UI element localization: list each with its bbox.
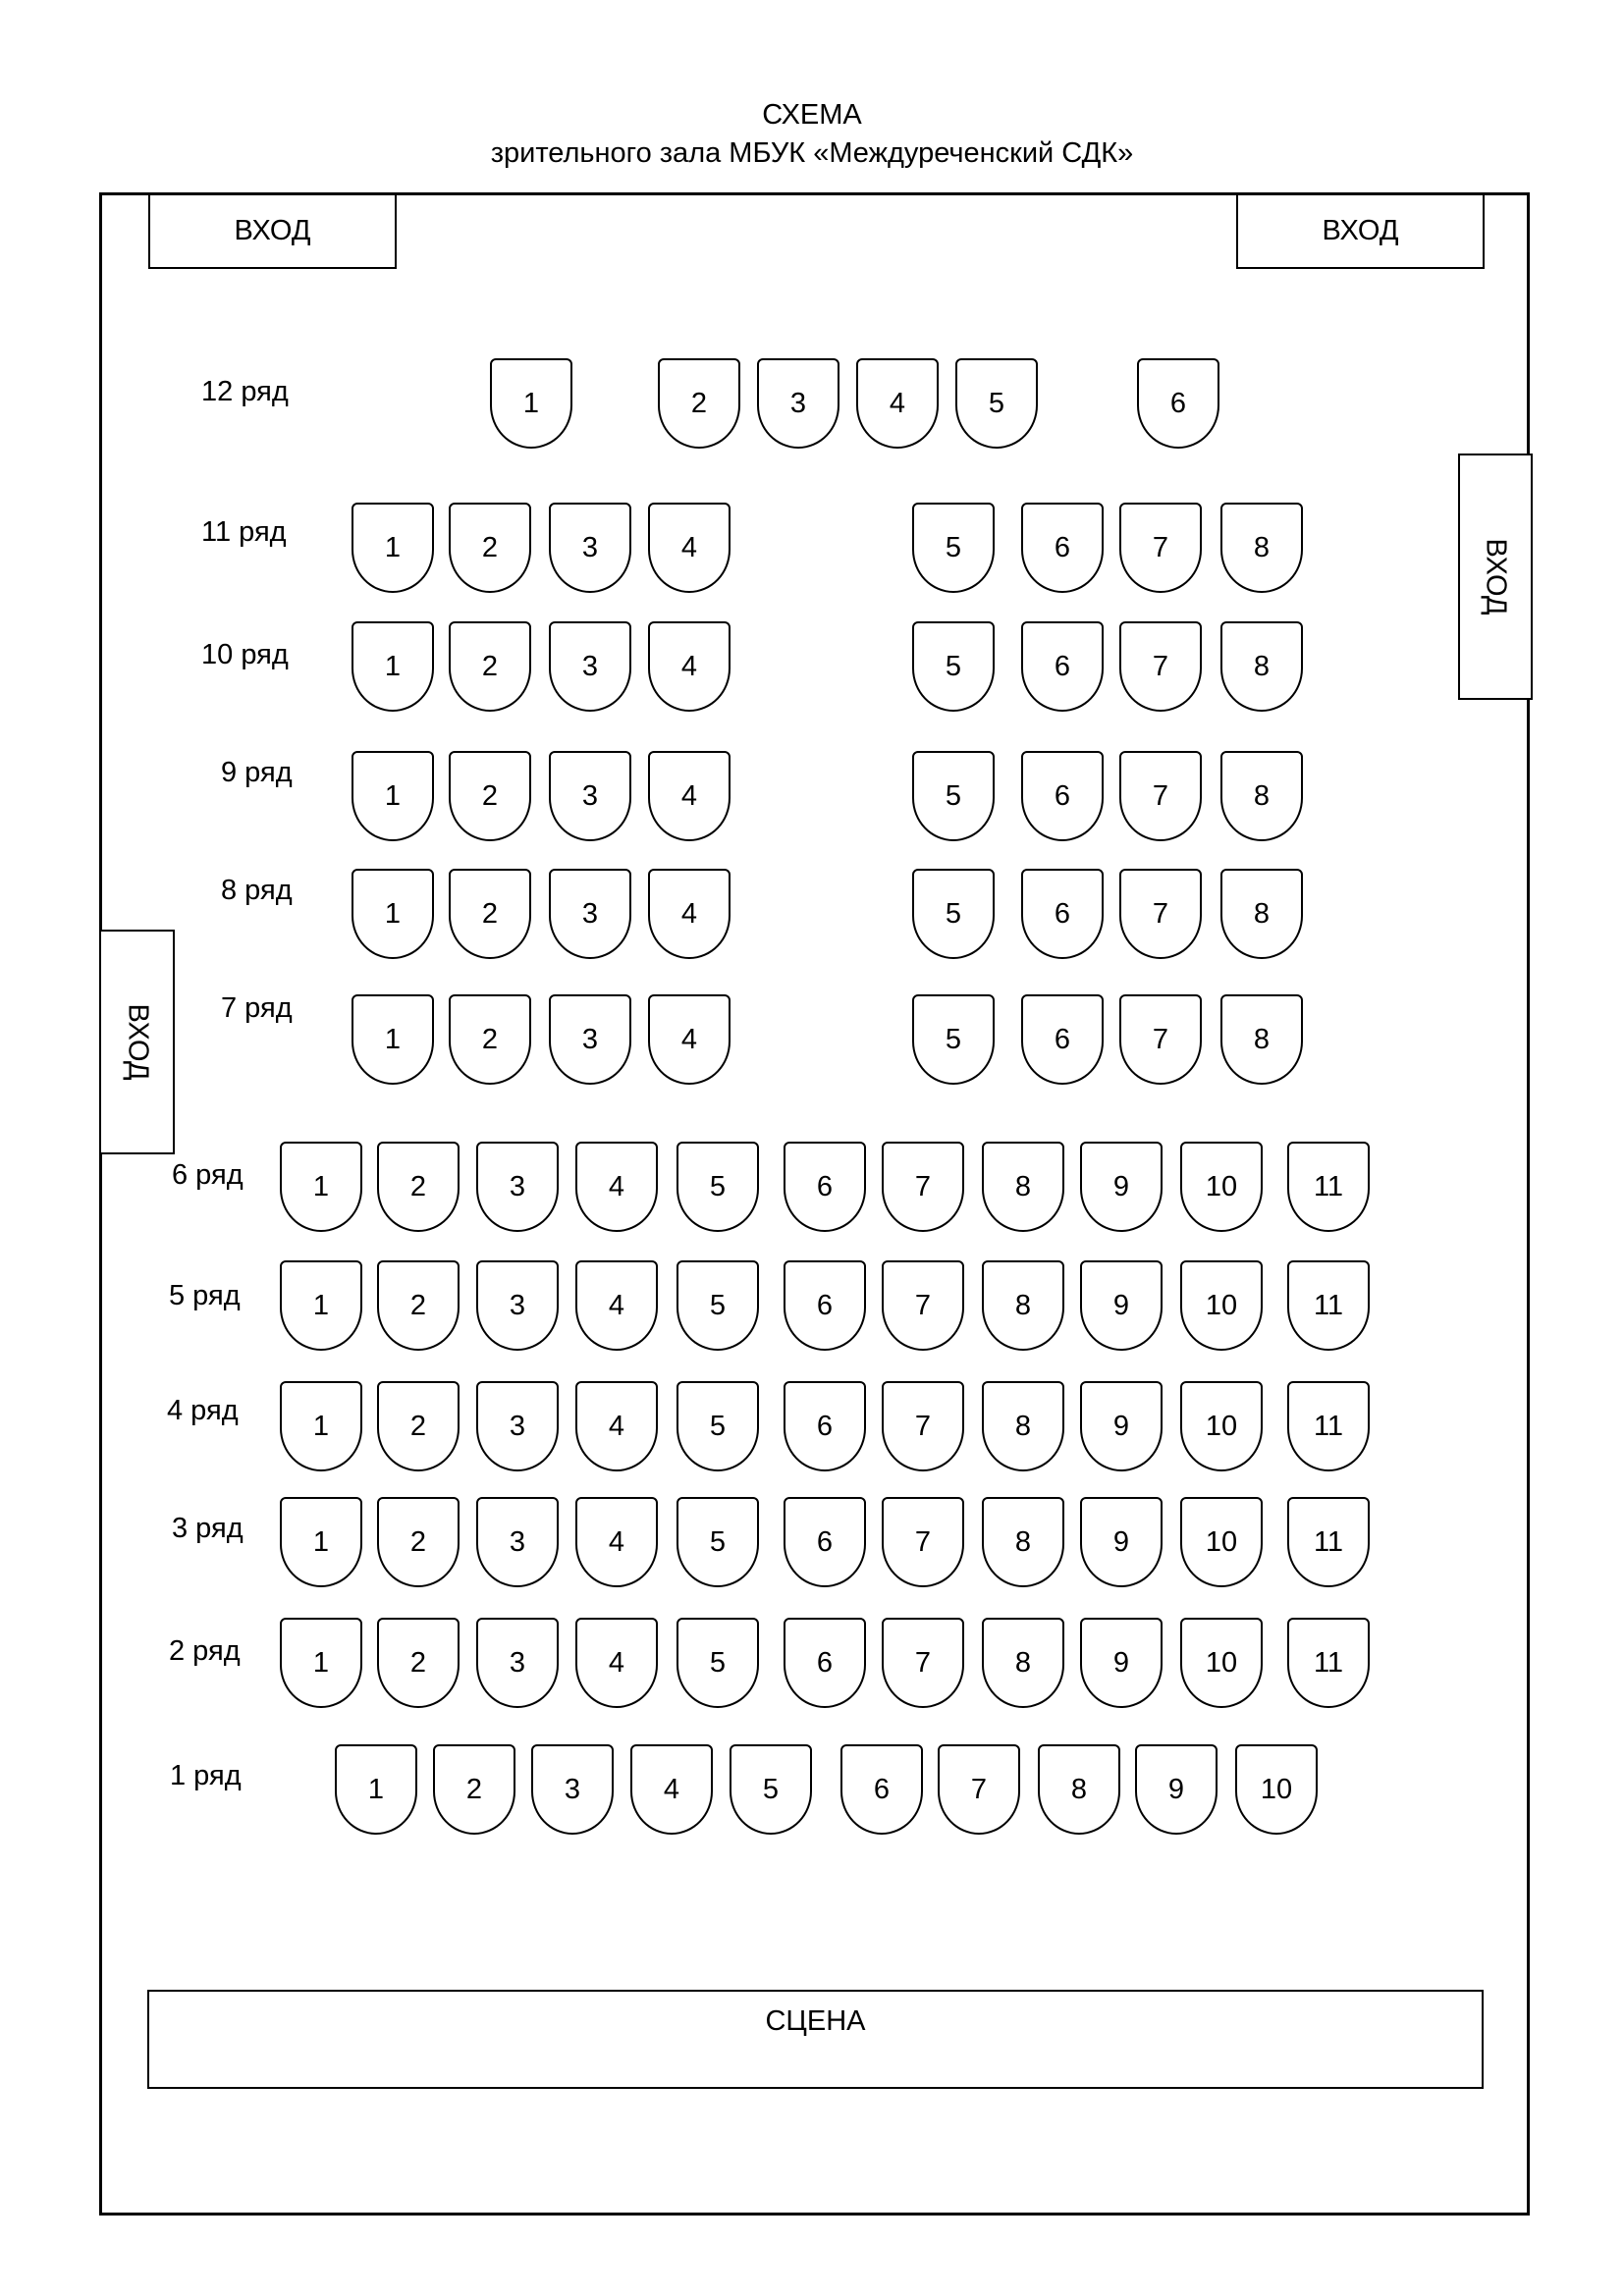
seat[interactable] [549, 751, 631, 841]
seat-number: 8 [1253, 531, 1271, 563]
seat[interactable] [1080, 1381, 1163, 1471]
seat[interactable] [352, 751, 434, 841]
seat[interactable] [449, 503, 531, 593]
seat-number: 1 [384, 650, 402, 682]
seat-number: 3 [581, 1023, 599, 1055]
seat-number: 9 [1112, 1289, 1130, 1321]
seat-number: 5 [945, 531, 962, 563]
seat-number: 1 [312, 1289, 330, 1321]
seat[interactable] [352, 994, 434, 1085]
seat-number: 2 [465, 1773, 483, 1805]
seat-number: 7 [970, 1773, 988, 1805]
seat-number: 2 [481, 531, 499, 563]
seat[interactable] [549, 994, 631, 1085]
seat-number: 1 [312, 1525, 330, 1558]
seat-number: 4 [608, 1646, 625, 1679]
diagram-subtitle: зрительного зала МБУК «Междуреченский СДК» [490, 137, 1134, 169]
seat-number: 3 [581, 650, 599, 682]
seat[interactable] [982, 1618, 1064, 1708]
seat[interactable] [549, 869, 631, 959]
seat-number: 10 [1205, 1170, 1238, 1202]
seat[interactable] [784, 1260, 866, 1351]
seat[interactable] [912, 503, 995, 593]
seat-number: 10 [1205, 1410, 1238, 1442]
seat-number: 3 [509, 1170, 526, 1202]
seat[interactable] [280, 1618, 362, 1708]
seat-number: 6 [816, 1646, 834, 1679]
seat-number: 5 [988, 387, 1005, 419]
row-label: 9 ряд [221, 757, 293, 788]
seat[interactable] [549, 503, 631, 593]
seat-number: 11 [1313, 1525, 1344, 1558]
seat[interactable] [982, 1381, 1064, 1471]
seat[interactable] [352, 503, 434, 593]
seat[interactable] [1038, 1744, 1120, 1835]
seat-number: 1 [384, 531, 402, 563]
seat-number: 6 [1054, 531, 1071, 563]
seat-number: 2 [481, 897, 499, 930]
seat-number: 7 [914, 1525, 932, 1558]
row-label: 12 ряд [201, 376, 289, 407]
seat-number: 8 [1014, 1410, 1032, 1442]
entrance-top-right [1236, 193, 1485, 269]
seat-number: 8 [1014, 1170, 1032, 1202]
seat[interactable] [1021, 621, 1104, 712]
seat[interactable] [982, 1260, 1064, 1351]
seat-number: 4 [608, 1170, 625, 1202]
seat-number: 5 [709, 1289, 727, 1321]
diagram-title: СХЕМА [762, 99, 862, 131]
seat-number: 3 [509, 1289, 526, 1321]
entrance-right-label: ВХОД [1480, 538, 1512, 615]
seat[interactable] [335, 1744, 417, 1835]
seat-number: 2 [690, 387, 708, 419]
seat-number: 1 [312, 1170, 330, 1202]
seat-number: 6 [816, 1525, 834, 1558]
seat-number: 4 [889, 387, 906, 419]
seat-number: 3 [509, 1525, 526, 1558]
seat-number: 8 [1070, 1773, 1088, 1805]
seat[interactable] [449, 621, 531, 712]
seat-number: 8 [1253, 650, 1271, 682]
seat-number: 2 [481, 650, 499, 682]
seat-number: 5 [945, 897, 962, 930]
seat[interactable] [476, 1618, 559, 1708]
seat[interactable] [1119, 751, 1202, 841]
seat-number: 2 [409, 1170, 427, 1202]
seat[interactable] [648, 503, 731, 593]
seat[interactable] [955, 358, 1038, 449]
seat-number: 4 [608, 1410, 625, 1442]
row-label: 7 ряд [221, 992, 293, 1024]
seat[interactable] [1220, 503, 1303, 593]
seat-number: 4 [680, 779, 698, 812]
seat[interactable] [449, 869, 531, 959]
seat[interactable] [912, 621, 995, 712]
seat[interactable] [1287, 1497, 1370, 1587]
seat-number: 10 [1205, 1525, 1238, 1558]
seat-number: 7 [914, 1289, 932, 1321]
seat-number: 5 [762, 1773, 780, 1805]
seat[interactable] [476, 1497, 559, 1587]
seat[interactable] [784, 1618, 866, 1708]
seat[interactable] [784, 1142, 866, 1232]
seat[interactable] [1220, 751, 1303, 841]
seat[interactable] [575, 1381, 658, 1471]
seat-number: 7 [1152, 531, 1169, 563]
seat-number: 5 [709, 1646, 727, 1679]
row-label: 1 ряд [170, 1760, 242, 1791]
seat[interactable] [1021, 503, 1104, 593]
row-label: 3 ряд [172, 1513, 244, 1544]
seat[interactable] [1287, 1381, 1370, 1471]
seat-number: 7 [1152, 897, 1169, 930]
seat-number: 8 [1253, 779, 1271, 812]
seat-number: 3 [581, 531, 599, 563]
seat-number: 7 [914, 1170, 932, 1202]
seat[interactable] [575, 1618, 658, 1708]
seat[interactable] [1287, 1142, 1370, 1232]
seat[interactable] [1021, 751, 1104, 841]
seat[interactable] [658, 358, 740, 449]
seat-number: 1 [384, 779, 402, 812]
seat-number: 3 [509, 1410, 526, 1442]
seat[interactable] [1287, 1260, 1370, 1351]
seat-number: 8 [1253, 897, 1271, 930]
seat[interactable] [912, 869, 995, 959]
seat-number: 9 [1112, 1410, 1130, 1442]
seat[interactable] [730, 1744, 812, 1835]
seat[interactable] [1080, 1618, 1163, 1708]
seat-number: 2 [481, 779, 499, 812]
seat-number: 4 [680, 531, 698, 563]
seat[interactable] [1021, 994, 1104, 1085]
row-label: 11 ряд [201, 516, 287, 548]
seat-number: 10 [1260, 1773, 1293, 1805]
seat-number: 4 [608, 1289, 625, 1321]
seat[interactable] [882, 1618, 964, 1708]
seat[interactable] [1287, 1618, 1370, 1708]
seat[interactable] [377, 1381, 460, 1471]
entrance-top-left-label: ВХОД [234, 215, 311, 246]
seat[interactable] [882, 1497, 964, 1587]
seat[interactable] [882, 1142, 964, 1232]
seat[interactable] [377, 1497, 460, 1587]
seat-number: 9 [1167, 1773, 1185, 1805]
seat[interactable] [1119, 503, 1202, 593]
seat[interactable] [1080, 1497, 1163, 1587]
seat-number: 1 [312, 1410, 330, 1442]
seat[interactable] [1137, 358, 1219, 449]
seat[interactable] [938, 1744, 1020, 1835]
row-label: 6 ряд [172, 1159, 244, 1191]
seat[interactable] [912, 994, 995, 1085]
seat[interactable] [575, 1142, 658, 1232]
seat[interactable] [784, 1497, 866, 1587]
seat[interactable] [1180, 1260, 1263, 1351]
entrance-right [1458, 454, 1533, 700]
seat[interactable] [1180, 1142, 1263, 1232]
seat-number: 5 [709, 1170, 727, 1202]
seat-number: 2 [409, 1525, 427, 1558]
seat[interactable] [982, 1142, 1064, 1232]
seat[interactable] [1220, 994, 1303, 1085]
seat-number: 2 [409, 1289, 427, 1321]
seat-number: 8 [1014, 1525, 1032, 1558]
entrance-left-label: ВХОД [122, 1003, 154, 1081]
seat-number: 4 [680, 897, 698, 930]
seat[interactable] [377, 1618, 460, 1708]
seat[interactable] [1220, 869, 1303, 959]
seat[interactable] [757, 358, 839, 449]
seat[interactable] [352, 621, 434, 712]
seat-number: 6 [1054, 1023, 1071, 1055]
seat[interactable] [449, 751, 531, 841]
row-label: 10 ряд [201, 639, 289, 670]
seat[interactable] [449, 994, 531, 1085]
seat-number: 2 [409, 1410, 427, 1442]
seat-number: 3 [581, 779, 599, 812]
seat-number: 6 [1054, 650, 1071, 682]
seat[interactable] [1180, 1381, 1263, 1471]
seat[interactable] [1080, 1142, 1163, 1232]
seat-number: 5 [709, 1525, 727, 1558]
seat[interactable] [1119, 994, 1202, 1085]
seat[interactable] [280, 1260, 362, 1351]
seat[interactable] [677, 1260, 759, 1351]
seat[interactable] [377, 1142, 460, 1232]
seat[interactable] [648, 869, 731, 959]
seat[interactable] [912, 751, 995, 841]
entrance-top-right-label: ВХОД [1322, 215, 1399, 246]
seat-number: 11 [1313, 1410, 1344, 1442]
seat-number: 6 [1054, 779, 1071, 812]
seat-number: 3 [564, 1773, 581, 1805]
seat-number: 8 [1014, 1289, 1032, 1321]
seat-number: 9 [1112, 1170, 1130, 1202]
seat[interactable] [677, 1618, 759, 1708]
seat[interactable] [677, 1142, 759, 1232]
seat[interactable] [648, 994, 731, 1085]
seat-number: 7 [1152, 650, 1169, 682]
row-label: 8 ряд [221, 875, 293, 906]
stage [147, 1990, 1484, 2089]
seat-number: 5 [945, 650, 962, 682]
seat[interactable] [280, 1142, 362, 1232]
seat-number: 5 [709, 1410, 727, 1442]
seat[interactable] [280, 1381, 362, 1471]
entrance-top-left [148, 193, 397, 269]
seat-number: 7 [914, 1410, 932, 1442]
seat[interactable] [982, 1497, 1064, 1587]
seat[interactable] [784, 1381, 866, 1471]
seat-number: 4 [663, 1773, 680, 1805]
seat-number: 3 [789, 387, 807, 419]
seat-number: 1 [384, 1023, 402, 1055]
seat-number: 6 [816, 1170, 834, 1202]
seat-number: 2 [409, 1646, 427, 1679]
seat-number: 6 [816, 1289, 834, 1321]
seat-number: 6 [816, 1410, 834, 1442]
seat[interactable] [1235, 1744, 1318, 1835]
seat[interactable] [280, 1497, 362, 1587]
seat-number: 1 [312, 1646, 330, 1679]
seat-number: 3 [509, 1646, 526, 1679]
seat-number: 2 [481, 1023, 499, 1055]
stage-label: СЦЕНА [765, 2005, 866, 2037]
seat[interactable] [476, 1381, 559, 1471]
seat[interactable] [856, 358, 939, 449]
seat-number: 8 [1014, 1646, 1032, 1679]
seat[interactable] [677, 1497, 759, 1587]
seat-number: 4 [608, 1525, 625, 1558]
seat-number: 9 [1112, 1525, 1130, 1558]
seat[interactable] [1080, 1260, 1163, 1351]
seat-number: 4 [680, 650, 698, 682]
row-label: 5 ряд [169, 1280, 241, 1311]
seat[interactable] [433, 1744, 515, 1835]
seat[interactable] [1135, 1744, 1218, 1835]
seat[interactable] [476, 1142, 559, 1232]
seat-number: 1 [522, 387, 540, 419]
seat[interactable] [648, 621, 731, 712]
seat-number: 6 [873, 1773, 891, 1805]
seat[interactable] [882, 1381, 964, 1471]
seat[interactable] [1021, 869, 1104, 959]
seat-number: 7 [1152, 779, 1169, 812]
seat[interactable] [575, 1260, 658, 1351]
seat-number: 1 [384, 897, 402, 930]
seat[interactable] [1119, 869, 1202, 959]
seat[interactable] [476, 1260, 559, 1351]
seat-number: 6 [1054, 897, 1071, 930]
seat-number: 10 [1205, 1646, 1238, 1679]
seat[interactable] [531, 1744, 614, 1835]
seat-number: 8 [1253, 1023, 1271, 1055]
seat-number: 11 [1313, 1646, 1344, 1679]
seat[interactable] [1220, 621, 1303, 712]
seat[interactable] [575, 1497, 658, 1587]
entrance-left [99, 930, 175, 1154]
seat-number: 7 [914, 1646, 932, 1679]
seat-number: 10 [1205, 1289, 1238, 1321]
seat-number: 11 [1313, 1289, 1344, 1321]
seat[interactable] [630, 1744, 713, 1835]
row-label: 2 ряд [169, 1635, 241, 1667]
row-label: 4 ряд [167, 1395, 239, 1426]
seat[interactable] [1180, 1497, 1263, 1587]
seat-number: 5 [945, 779, 962, 812]
seat-number: 3 [581, 897, 599, 930]
seat-number: 5 [945, 1023, 962, 1055]
seat[interactable] [377, 1260, 460, 1351]
seat[interactable] [882, 1260, 964, 1351]
seat[interactable] [549, 621, 631, 712]
seat-number: 7 [1152, 1023, 1169, 1055]
seat[interactable] [490, 358, 572, 449]
seat-number: 9 [1112, 1646, 1130, 1679]
seat-number: 11 [1313, 1170, 1344, 1202]
seat[interactable] [1119, 621, 1202, 712]
seat[interactable] [648, 751, 731, 841]
seat[interactable] [352, 869, 434, 959]
seat-number: 6 [1169, 387, 1187, 419]
seat-number: 1 [367, 1773, 385, 1805]
seat[interactable] [840, 1744, 923, 1835]
seat[interactable] [1180, 1618, 1263, 1708]
seat[interactable] [677, 1381, 759, 1471]
seat-number: 4 [680, 1023, 698, 1055]
